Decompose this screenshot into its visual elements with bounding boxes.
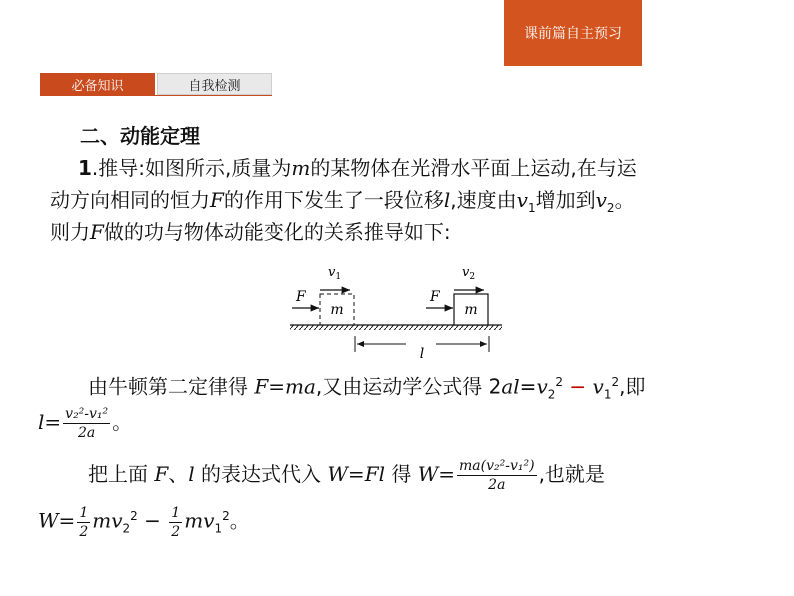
subscript: 2 bbox=[606, 201, 615, 215]
velocity-label-2: $v_2$ bbox=[462, 265, 476, 282]
formula-F-ma: F=ma bbox=[254, 374, 316, 399]
minus-sign: − bbox=[144, 508, 161, 533]
fraction-denominator: 2a bbox=[78, 425, 96, 441]
superscript: 2 bbox=[611, 375, 620, 389]
subscript: 1 bbox=[603, 387, 612, 402]
ground-hatch bbox=[290, 325, 502, 330]
var-al: al bbox=[501, 374, 520, 399]
var-W-eq: W= bbox=[417, 462, 456, 486]
tab-underline bbox=[40, 95, 272, 96]
fraction-denominator: 2 bbox=[171, 523, 181, 540]
text: 的作用下发生了一段位移 bbox=[223, 188, 444, 212]
text: = bbox=[519, 374, 537, 399]
text: 增加到 bbox=[535, 188, 596, 212]
para3-line1 bbox=[88, 452, 605, 496]
var-F: F bbox=[154, 462, 169, 486]
para2-line2 bbox=[38, 400, 132, 444]
var-F: F bbox=[210, 188, 224, 212]
superscript: 2 bbox=[222, 509, 230, 523]
var-v: v bbox=[536, 374, 548, 399]
text: 的表达式代入 bbox=[194, 462, 328, 486]
displacement-label-l: l bbox=[419, 346, 425, 362]
text: 由牛顿第二定律得 bbox=[88, 374, 255, 399]
text: ,也就是 bbox=[538, 462, 605, 486]
text: .推导:如图所示,质量为 bbox=[91, 156, 292, 180]
tab-self-test[interactable]: 自我检测 bbox=[157, 73, 272, 95]
var-m: m bbox=[291, 156, 311, 180]
force-label-1: F bbox=[296, 289, 306, 305]
para1-line1 bbox=[78, 152, 637, 184]
fraction-numerator: 1 bbox=[79, 504, 89, 521]
text: 、 bbox=[168, 462, 189, 486]
fraction-W bbox=[457, 457, 537, 494]
text: 。 bbox=[112, 410, 133, 434]
subscript: 1 bbox=[214, 521, 223, 536]
text: 。 bbox=[229, 508, 250, 533]
text: 的某物体在光滑水平面上运动,在与运 bbox=[310, 156, 637, 180]
var-l: l bbox=[188, 462, 195, 486]
var-v: v bbox=[595, 188, 607, 212]
var-v: v bbox=[592, 374, 604, 399]
para3-line2 bbox=[38, 494, 250, 551]
superscript: 2 bbox=[555, 375, 564, 389]
block-label-m: m bbox=[330, 302, 344, 318]
tab-bar bbox=[40, 73, 272, 95]
formula-W-Fl: W=Fl bbox=[327, 462, 385, 486]
var-F: F bbox=[90, 220, 104, 244]
fraction-denominator: 2 bbox=[79, 523, 89, 540]
fraction-denominator: 2a bbox=[488, 477, 506, 493]
minus-sign: − bbox=[569, 374, 587, 399]
text: 则力 bbox=[50, 220, 90, 244]
item-number: 1 bbox=[78, 156, 92, 180]
fraction-half bbox=[169, 504, 182, 541]
force-label-2: F bbox=[430, 289, 440, 305]
para1-line3 bbox=[50, 216, 451, 248]
fraction-half bbox=[77, 504, 90, 541]
var-l: l bbox=[443, 188, 451, 212]
tab-essential-knowledge[interactable]: 必备知识 bbox=[40, 73, 155, 95]
text: 把上面 bbox=[88, 462, 155, 486]
var-v: v bbox=[516, 188, 528, 212]
text: ,即 bbox=[619, 374, 646, 399]
velocity-label-1: $v_1$ bbox=[328, 265, 342, 282]
text: ,速度由 bbox=[450, 188, 517, 212]
var-mv: mv bbox=[184, 508, 215, 533]
para2-line1 bbox=[88, 366, 645, 411]
text: 。 bbox=[614, 188, 635, 212]
text: 做的功与物体动能变化的关系推导如下: bbox=[103, 220, 451, 244]
motion-diagram bbox=[286, 256, 506, 362]
var-l-eq: l= bbox=[38, 410, 62, 434]
block-label-m: m bbox=[464, 302, 478, 318]
text: 得 bbox=[384, 462, 418, 486]
subscript: 1 bbox=[527, 201, 536, 215]
subscript: 2 bbox=[547, 387, 556, 402]
section-heading: 二、动能定理 bbox=[80, 124, 200, 148]
section-tab-preview[interactable]: 课前篇自主预习 bbox=[504, 0, 642, 66]
fraction-numerator: 1 bbox=[171, 504, 181, 521]
fraction-numerator: v₂²-v₁² bbox=[65, 406, 109, 422]
superscript: 2 bbox=[130, 509, 138, 523]
text: ,又由运动学公式得 2 bbox=[315, 374, 502, 399]
subscript: 2 bbox=[122, 521, 131, 536]
fraction-numerator: ma(v₂²-v₁²) bbox=[459, 458, 535, 474]
fraction-l bbox=[63, 405, 110, 442]
text: 动方向相同的恒力 bbox=[50, 188, 210, 212]
var-mv: mv bbox=[92, 508, 123, 533]
var-W-eq: W= bbox=[38, 508, 76, 533]
